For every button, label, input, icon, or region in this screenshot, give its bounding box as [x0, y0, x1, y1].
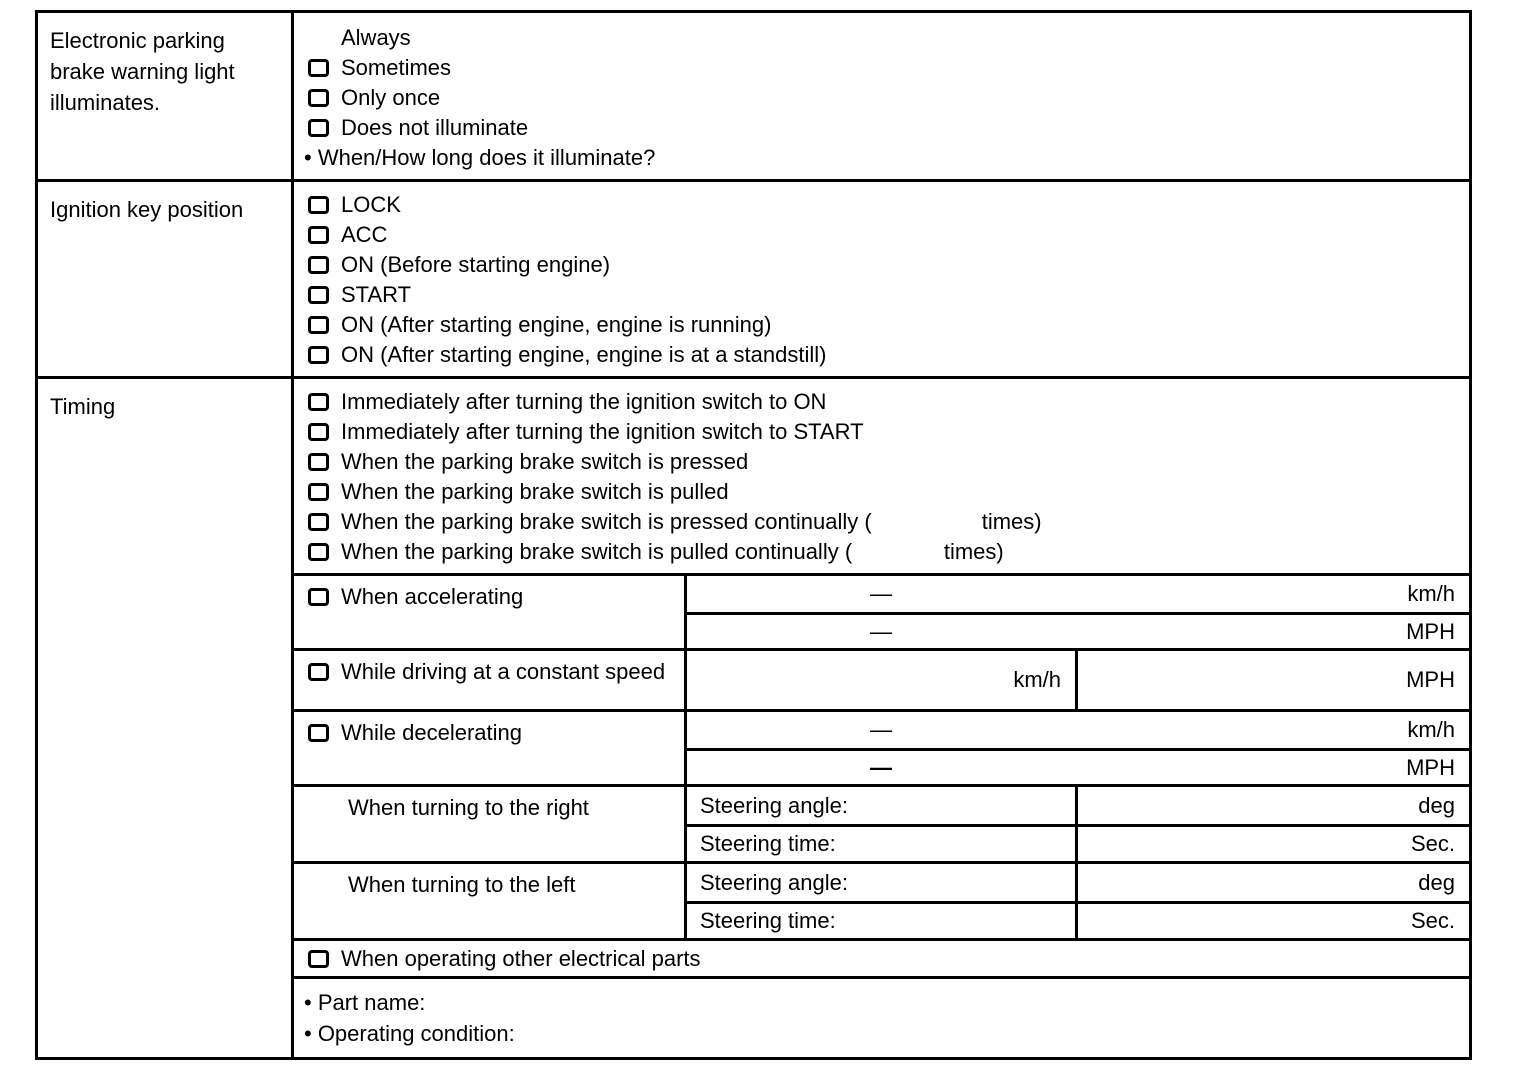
checkbox-icon[interactable] — [308, 588, 329, 606]
option-lock[interactable] — [294, 190, 1469, 220]
option-sometimes-label: Sometimes — [341, 55, 452, 80]
turning-right-angle-row — [687, 787, 1469, 824]
accelerating-kmh-row — [687, 576, 1469, 612]
blank-value-dash: — — [870, 618, 892, 644]
unit-sec: Sec. — [1410, 831, 1455, 856]
option-ignition-start[interactable] — [294, 417, 1469, 447]
option-pulled-continually[interactable] — [294, 537, 1469, 567]
accelerating-values — [687, 576, 1469, 648]
blank-value-dash: — — [870, 581, 892, 606]
decelerating-values — [687, 712, 1469, 784]
accelerating-mph-row — [687, 612, 1469, 648]
option-only-once-label: Only once — [341, 85, 441, 110]
option-ignition-on-label: Immediately after turning the ignition switch to ON — [341, 389, 827, 414]
checkbox-icon[interactable] — [308, 950, 329, 968]
when-accelerating-cell[interactable] — [294, 576, 687, 648]
row-ignition-key-position — [38, 179, 1469, 376]
checkbox-icon[interactable] — [308, 423, 329, 441]
option-does-not-illuminate[interactable] — [294, 113, 1469, 143]
unit-sec: Sec. — [1410, 908, 1455, 933]
turning-left-label: When turning to the left — [294, 864, 687, 938]
note-when-how-long: • When/How long does it illuminate? — [304, 145, 656, 170]
checkbox-icon[interactable] — [308, 286, 329, 304]
steering-angle-label: Steering angle: — [687, 787, 1078, 824]
option-on-engine-running[interactable] — [294, 310, 1469, 340]
option-pulled-continually-label: When the parking brake switch is pulled continually ( times) — [341, 539, 1004, 564]
turning-right-values — [687, 787, 1469, 861]
unit-kmh: km/h — [687, 651, 1078, 709]
unit-mph: MPH — [1406, 618, 1455, 644]
part-details — [294, 979, 1469, 1057]
while-decelerating-cell[interactable] — [294, 712, 687, 784]
blank-value-dash: — — [870, 717, 892, 742]
constant-speed-label: While driving at a constant speed — [341, 659, 666, 684]
unit-deg: deg — [1418, 869, 1455, 895]
option-acc-label: ACC — [341, 222, 388, 247]
row-timing — [38, 376, 1469, 1057]
checkbox-icon[interactable] — [308, 89, 329, 107]
when-accelerating-label: When accelerating — [341, 584, 524, 609]
option-does-not-illuminate-label: Does not illuminate — [341, 115, 529, 140]
option-lock-label: LOCK — [341, 192, 401, 217]
constant-speed-values — [687, 651, 1469, 709]
unit-kmh: km/h — [1407, 581, 1455, 606]
constant-speed-cell[interactable] — [294, 651, 687, 709]
row-parking-brake-warning-light — [38, 13, 1469, 179]
row-label-ignition-key-position: Ignition key position — [38, 182, 294, 376]
turning-right-label: When turning to the right — [294, 787, 687, 861]
option-list — [294, 13, 1469, 179]
option-other-electrical-parts-label: When operating other electrical parts — [341, 945, 701, 971]
option-always-label: Always — [341, 25, 411, 50]
option-on-engine-running-label: ON (After starting engine, engine is running) — [341, 312, 772, 337]
option-only-once[interactable] — [294, 83, 1469, 113]
decelerating-kmh-row — [687, 712, 1469, 748]
option-pressed-continually[interactable] — [294, 507, 1469, 537]
turning-left-values — [687, 864, 1469, 938]
option-ignition-start-label: Immediately after turning the ignition switch to START — [341, 419, 864, 444]
option-brake-switch-pressed-label: When the parking brake switch is pressed — [341, 449, 749, 474]
option-pressed-continually-label: When the parking brake switch is pressed continually ( times) — [341, 509, 1042, 534]
unit-mph: MPH — [1406, 754, 1455, 780]
option-brake-switch-pressed[interactable] — [294, 447, 1469, 477]
checkbox-icon[interactable] — [308, 119, 329, 137]
steering-time-label: Steering time: — [687, 827, 1078, 861]
option-list — [294, 182, 1469, 376]
checkbox-icon[interactable] — [308, 453, 329, 471]
option-start-label: START — [341, 282, 412, 307]
checkbox-icon[interactable] — [308, 724, 329, 742]
checkbox-icon[interactable] — [308, 663, 329, 681]
subrow-turning-right — [294, 784, 1469, 861]
turning-left-angle-row — [687, 864, 1469, 901]
subrow-turning-left — [294, 861, 1469, 938]
decelerating-mph-row — [687, 748, 1469, 784]
operating-condition-label: • Operating condition: — [304, 1020, 515, 1046]
subrow-constant-speed — [294, 648, 1469, 709]
unit-kmh: km/h — [1407, 717, 1455, 742]
unit-mph: MPH — [1406, 667, 1455, 692]
timing-content — [294, 379, 1469, 1057]
ignition-options — [294, 182, 1469, 376]
option-start[interactable] — [294, 280, 1469, 310]
option-acc[interactable] — [294, 220, 1469, 250]
checkbox-icon[interactable] — [308, 316, 329, 334]
timing-option-list — [294, 379, 1469, 573]
while-decelerating-label: While decelerating — [341, 720, 522, 745]
parking-brake-light-options — [294, 13, 1469, 179]
checkbox-icon[interactable] — [308, 543, 329, 561]
subrow-while-decelerating — [294, 709, 1469, 784]
checkbox-icon[interactable] — [308, 256, 329, 274]
checkbox-icon[interactable] — [308, 226, 329, 244]
option-other-electrical-parts[interactable] — [294, 946, 701, 972]
option-ignition-on[interactable] — [294, 387, 1469, 417]
steering-angle-label: Steering angle: — [687, 864, 1078, 901]
steering-time-label: Steering time: — [687, 904, 1078, 938]
option-on-before-start-label: ON (Before starting engine) — [341, 252, 611, 277]
option-brake-switch-pulled-label: When the parking brake switch is pulled — [341, 479, 729, 504]
checkbox-icon[interactable] — [308, 59, 329, 77]
unit-deg: deg — [1418, 792, 1455, 818]
row-label-parking-brake-light: Electronic parking brake warning light illuminates. — [38, 13, 294, 179]
option-on-engine-standstill[interactable] — [294, 340, 1469, 370]
checkbox-icon[interactable] — [308, 393, 329, 411]
diagnostic-questionnaire-table — [35, 10, 1472, 1060]
checkbox-icon[interactable] — [308, 346, 329, 364]
subrow-other-electrical-parts — [294, 938, 1469, 976]
checkbox-icon[interactable] — [308, 483, 329, 501]
option-on-engine-standstill-label: ON (After starting engine, engine is at a standstill) — [341, 342, 827, 367]
option-brake-switch-pulled[interactable] — [294, 477, 1469, 507]
checkbox-icon[interactable] — [308, 196, 329, 214]
timing-subtable — [294, 573, 1469, 1057]
checkbox-icon[interactable] — [308, 513, 329, 531]
turning-left-time-row — [687, 901, 1469, 938]
turning-right-time-row — [687, 824, 1469, 861]
option-sometimes[interactable] — [294, 53, 1469, 83]
subrow-when-accelerating — [294, 576, 1469, 648]
part-name-label: • Part name: — [304, 989, 426, 1015]
option-on-before-start[interactable] — [294, 250, 1469, 280]
row-label-timing: Timing — [38, 379, 294, 1057]
blank-value-dash: — — [870, 754, 892, 780]
option-always — [294, 23, 1469, 53]
subrow-part-details — [294, 976, 1469, 1057]
